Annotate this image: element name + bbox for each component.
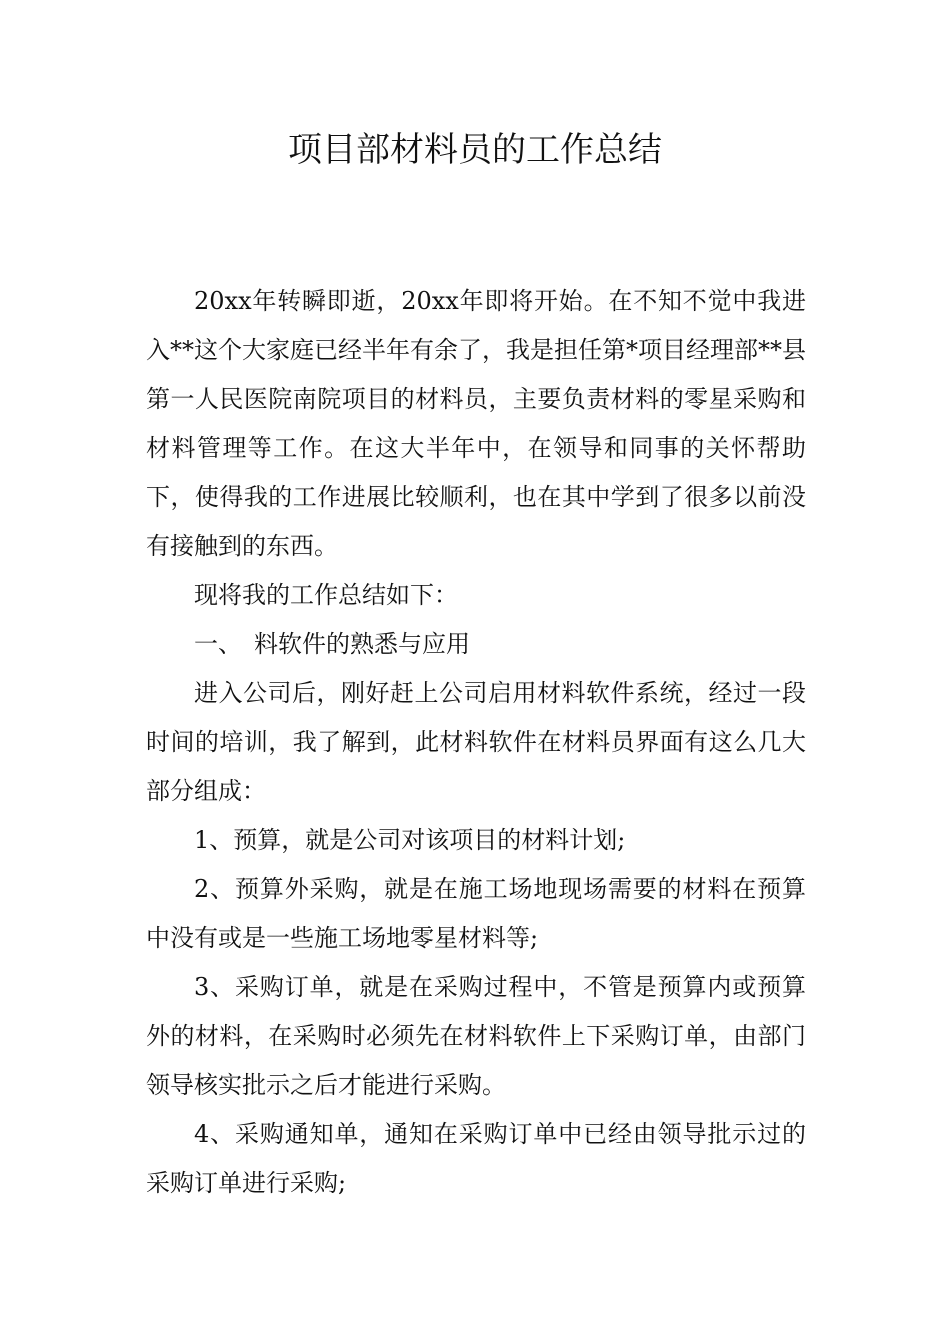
section-heading-1: 一、 料软件的熟悉与应用 bbox=[194, 630, 470, 658]
document-body bbox=[146, 277, 806, 1208]
paragraph-software-intro: 进入公司后，刚好赶上公司启用材料软件系统，经过一段时间的培训，我了解到，此材料软件在材料员界面有这么几大部分组成： bbox=[146, 679, 806, 805]
paragraph-summary-lead: 现将我的工作总结如下： bbox=[194, 581, 458, 609]
list-item-4: 4、采购通知单，通知在采购订单中已经由领导批示过的采购订单进行采购; bbox=[146, 1120, 806, 1197]
paragraph-intro: 20xx年转瞬即逝，20xx年即将开始。在不知不觉中我进入**这个大家庭已经半年有余了，我是担任第*项目经理部**县第一人民医院南院项目的材料员，主要负责材料的零星采购和材料管理等工作。在这大半年中，在领导和同事的关怀帮助下，使得我的工作进展比较顺利，也在其中学到了很多以前没有接触到的东西。 bbox=[146, 287, 806, 560]
document-title: 项目部材料员的工作总结 bbox=[288, 130, 662, 170]
list-item-3: 3、采购订单，就是在采购过程中，不管是预算内或预算外的材料，在采购时必须先在材料软件上下采购订单，由部门领导核实批示之后才能进行采购。 bbox=[146, 973, 806, 1099]
list-item-2: 2、预算外采购，就是在施工场地现场需要的材料在预算中没有或是一些施工场地零星材料等; bbox=[146, 875, 806, 952]
list-item-1: 1、预算，就是公司对该项目的材料计划; bbox=[194, 826, 626, 854]
